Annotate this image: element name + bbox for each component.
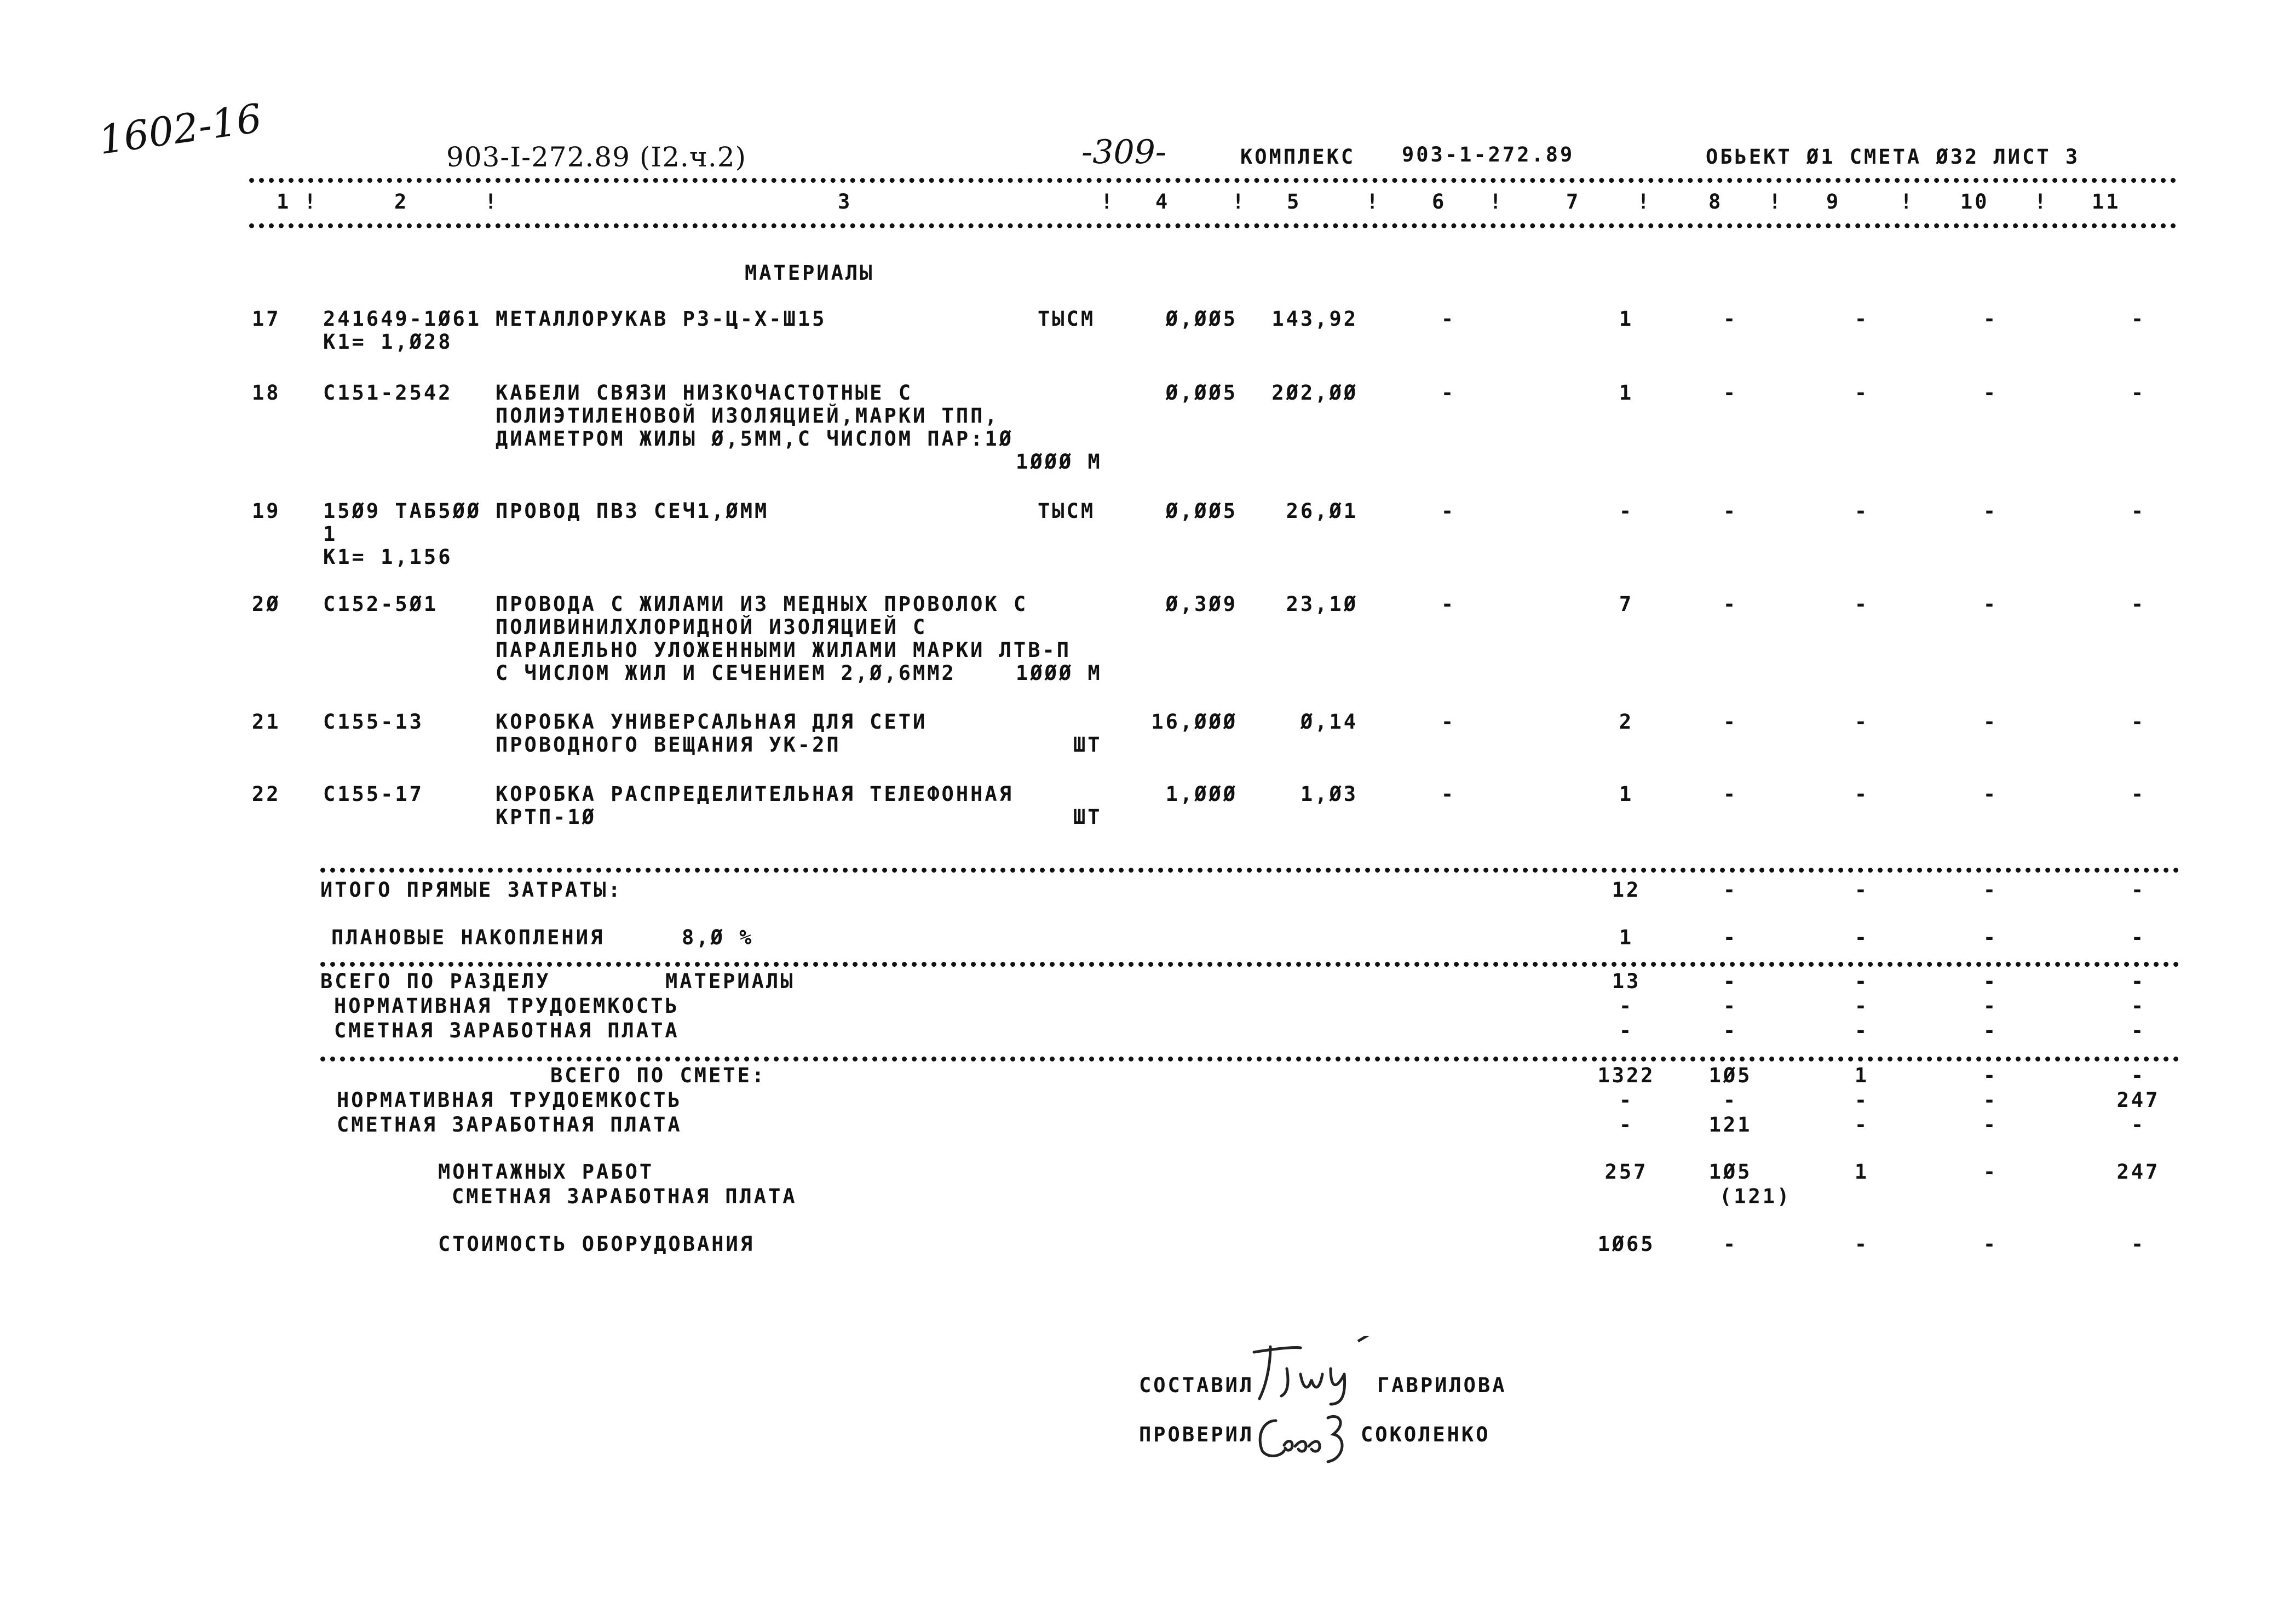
checked-signature: [1251, 1407, 1361, 1467]
row-number: 22: [252, 782, 281, 806]
total-direct-col-9: -: [1854, 878, 1869, 902]
section-total-label: ВСЕГО ПО РАЗДЕЛУ: [320, 970, 551, 993]
row-col-6: -: [1441, 381, 1456, 405]
column-separator: !: [485, 190, 499, 214]
row-number: 17: [252, 307, 281, 331]
column-number-9: 9: [1826, 190, 1841, 214]
column-separator: !: [1637, 190, 1652, 214]
object-info: ОБЬЕКТ Ø1 СМЕТА Ø32 ЛИСТ 3: [1706, 145, 2080, 169]
row-description: КАБЕЛИ СВЯЗИ НИЗКОЧАСТОТНЫЕ С: [496, 381, 913, 405]
estimate-labor-label: НОРМАТИВНАЯ ТРУДОЕМКОСТЬ: [337, 1088, 682, 1112]
column-separator: !: [1769, 190, 1783, 214]
row-col-6: -: [1441, 592, 1456, 616]
total-equipment-col-7: 1Ø65: [1597, 1232, 1655, 1256]
total-est-labor-col-9: -: [1854, 1088, 1869, 1112]
total-est-wage-col-9: -: [1854, 1113, 1869, 1136]
row-quantity: Ø,3Ø9: [1165, 592, 1238, 616]
column-number-6: 6: [1432, 190, 1447, 214]
total-est-labor-col-7: -: [1619, 1088, 1634, 1112]
row-quantity: 16,ØØØ: [1151, 710, 1238, 734]
row-description: КРТП-1Ø: [496, 805, 596, 829]
row-quantity: Ø,ØØ5: [1165, 381, 1238, 405]
total-install-col-10: -: [1983, 1160, 1998, 1184]
total-wage-col-7: -: [1619, 1019, 1634, 1042]
row-col-6: -: [1441, 499, 1456, 523]
total-planned-col-8: -: [1723, 926, 1738, 949]
row-unit: 1ØØØ М: [1016, 450, 1102, 474]
total-estimate-col-10: -: [1983, 1064, 1998, 1087]
total-est-wage-col-7: -: [1619, 1113, 1634, 1136]
row-col-11: -: [2131, 499, 2146, 523]
row-code: 241649-1Ø61: [323, 307, 482, 331]
column-separator: !: [1900, 190, 1915, 214]
row-code-extra: K1= 1,Ø28: [323, 330, 453, 354]
row-col-10: -: [1983, 499, 1998, 523]
complex-label: КОМПЛЕКС: [1240, 145, 1356, 169]
installation-wage-value: (121): [1719, 1185, 1792, 1208]
row-price: 26,Ø1: [1286, 499, 1358, 523]
column-separator: !: [1489, 190, 1504, 214]
row-number: 2Ø: [252, 592, 281, 616]
row-col-9: -: [1854, 710, 1869, 734]
row-col-10: -: [1983, 710, 1998, 734]
total-labor-col-7: -: [1619, 994, 1634, 1018]
total-planned-col-10: -: [1983, 926, 1998, 949]
total-equipment-col-9: -: [1854, 1232, 1869, 1256]
total-labor-col-8: -: [1723, 994, 1738, 1018]
compiled-signature: [1248, 1336, 1374, 1407]
row-description: ПОЛИЭТИЛЕНОВОЙ ИЗОЛЯЦИЕЙ,МАРКИ ТПП,: [496, 404, 999, 428]
column-number-4: 4: [1155, 190, 1170, 214]
column-number-8: 8: [1708, 190, 1723, 214]
total-section-col-9: -: [1854, 970, 1869, 993]
row-code: C155-13: [323, 710, 424, 734]
installation-wage-label: СМЕТНАЯ ЗАРАБОТНАЯ ПЛАТА: [452, 1185, 797, 1208]
row-col-7: 2: [1619, 710, 1634, 734]
column-number-7: 7: [1566, 190, 1581, 214]
total-section-col-11: -: [2131, 970, 2146, 993]
row-price: 23,1Ø: [1286, 592, 1358, 616]
total-install-col-8: 1Ø5: [1708, 1160, 1752, 1184]
project-code: 903-I-272.89 (I2.ч.2): [446, 141, 747, 173]
total-planned-col-11: -: [2131, 926, 2146, 949]
compiled-by-label: СОСТАВИЛ: [1139, 1374, 1255, 1397]
equipment-cost-label: СТОИМОСТЬ ОБОРУДОВАНИЯ: [438, 1232, 755, 1256]
total-direct-col-7: 12: [1612, 878, 1641, 902]
totals-rule-1: [320, 868, 2179, 873]
total-equipment-col-11: -: [2131, 1232, 2146, 1256]
column-separator: !: [1101, 190, 1115, 214]
row-description: ПРОВОДНОГО ВЕЩАНИЯ УК-2П: [496, 733, 841, 757]
row-col-10: -: [1983, 381, 1998, 405]
header-rule: [249, 223, 2177, 228]
row-unit: ТЫСМ: [1038, 499, 1096, 523]
row-col-8: -: [1723, 499, 1738, 523]
row-col-6: -: [1441, 307, 1456, 331]
total-section-col-7: 13: [1612, 970, 1641, 993]
archive-mark: 1602-16: [96, 95, 264, 164]
estimate-wage-label: СМЕТНАЯ ЗАРАБОТНАЯ ПЛАТА: [337, 1113, 682, 1136]
column-separator: !: [1366, 190, 1381, 214]
row-number: 19: [252, 499, 281, 523]
row-col-6: -: [1441, 710, 1456, 734]
row-col-8: -: [1723, 710, 1738, 734]
row-col-8: -: [1723, 381, 1738, 405]
row-col-8: -: [1723, 592, 1738, 616]
section-wage-label: СМЕТНАЯ ЗАРАБОТНАЯ ПЛАТА: [334, 1019, 680, 1042]
row-col-7: 1: [1619, 782, 1634, 806]
row-unit: ШТ: [1073, 805, 1102, 829]
total-est-wage-col-10: -: [1983, 1113, 1998, 1136]
total-section-col-8: -: [1723, 970, 1738, 993]
total-estimate-col-8: 1Ø5: [1708, 1064, 1752, 1087]
total-install-col-11: 247: [2116, 1160, 2160, 1184]
totals-rule-3: [320, 1057, 2179, 1061]
row-description: С ЧИСЛОМ ЖИЛ И СЕЧЕНИЕМ 2,Ø,6ММ2: [496, 661, 956, 685]
total-estimate-col-9: 1: [1854, 1064, 1869, 1087]
row-code: C152-5Ø1: [323, 592, 439, 616]
total-est-wage-col-8: 121: [1708, 1113, 1752, 1136]
row-col-8: -: [1723, 307, 1738, 331]
column-number-1: 1: [277, 190, 291, 214]
total-estimate-col-7: 1322: [1597, 1064, 1655, 1087]
total-install-col-9: 1: [1854, 1160, 1869, 1184]
total-est-labor-col-10: -: [1983, 1088, 1998, 1112]
row-code-extra: 1 K1= 1,156: [323, 522, 453, 569]
page-number: -309-: [1081, 133, 1167, 171]
row-col-7: 7: [1619, 592, 1634, 616]
total-est-labor-col-11: 247: [2116, 1088, 2160, 1112]
checked-by-name: СОКОЛЕНКО: [1361, 1423, 1491, 1446]
row-code: C155-17: [323, 782, 424, 806]
section-title: МАТЕРИАЛЫ: [745, 261, 874, 285]
row-col-9: -: [1854, 782, 1869, 806]
row-unit: 1ØØØ М: [1016, 661, 1102, 685]
checked-by-label: ПРОВЕРИЛ: [1139, 1423, 1255, 1446]
planned-savings-pct: 8,Ø %: [682, 926, 754, 949]
row-quantity: Ø,ØØ5: [1165, 307, 1238, 331]
total-planned-col-7: 1: [1619, 926, 1634, 949]
row-description: КОРОБКА РАСПРЕДЕЛИТЕЛЬНАЯ ТЕЛЕФОННАЯ: [496, 782, 1014, 806]
total-wage-col-8: -: [1723, 1019, 1738, 1042]
section-labor-label: НОРМАТИВНАЯ ТРУДОЕМКОСТЬ: [334, 994, 680, 1018]
row-description: ДИАМЕТРОМ ЖИЛЫ Ø,5ММ,С ЧИСЛОМ ПАР:1Ø: [496, 427, 1014, 451]
total-est-wage-col-11: -: [2131, 1113, 2146, 1136]
total-direct-col-8: -: [1723, 878, 1738, 902]
total-equipment-col-8: -: [1723, 1232, 1738, 1256]
row-price: 2Ø2,ØØ: [1271, 381, 1358, 405]
column-separator: !: [304, 190, 319, 214]
row-description: МЕТАЛЛОРУКАВ РЗ-Ц-Х-Ш15: [496, 307, 827, 331]
row-description: ПОЛИВИНИЛХЛОРИДНОЙ ИЗОЛЯЦИЕЙ С: [496, 615, 928, 639]
row-col-7: 1: [1619, 381, 1634, 405]
row-col-10: -: [1983, 782, 1998, 806]
total-labor-col-10: -: [1983, 994, 1998, 1018]
row-col-10: -: [1983, 592, 1998, 616]
direct-costs-label: ИТОГО ПРЯМЫЕ ЗАТРАТЫ:: [320, 878, 623, 902]
total-labor-col-11: -: [2131, 994, 2146, 1018]
total-direct-col-10: -: [1983, 878, 1998, 902]
row-unit: ШТ: [1073, 733, 1102, 757]
column-number-3: 3: [838, 190, 853, 214]
total-wage-col-11: -: [2131, 1019, 2146, 1042]
row-col-9: -: [1854, 592, 1869, 616]
row-col-11: -: [2131, 381, 2146, 405]
section-total-name: МАТЕРИАЛЫ: [665, 970, 795, 993]
row-quantity: Ø,ØØ5: [1165, 499, 1238, 523]
top-rule: [249, 178, 2177, 183]
row-price: 143,92: [1271, 307, 1358, 331]
row-description: КОРОБКА УНИВЕРСАЛЬНАЯ ДЛЯ СЕТИ: [496, 710, 928, 734]
totals-rule-2: [320, 962, 2179, 967]
row-number: 21: [252, 710, 281, 734]
total-section-col-10: -: [1983, 970, 1998, 993]
row-col-11: -: [2131, 782, 2146, 806]
column-number-10: 10: [1960, 190, 1989, 214]
row-col-11: -: [2131, 592, 2146, 616]
row-col-9: -: [1854, 307, 1869, 331]
row-col-11: -: [2131, 307, 2146, 331]
row-quantity: 1,ØØØ: [1165, 782, 1238, 806]
total-wage-col-9: -: [1854, 1019, 1869, 1042]
row-col-9: -: [1854, 381, 1869, 405]
row-col-11: -: [2131, 710, 2146, 734]
total-labor-col-9: -: [1854, 994, 1869, 1018]
total-direct-col-11: -: [2131, 878, 2146, 902]
row-unit: ТЫСМ: [1038, 307, 1096, 331]
total-planned-col-9: -: [1854, 926, 1869, 949]
row-price: Ø,14: [1300, 710, 1358, 734]
row-code: 15Ø9 ТАБ5ØØ: [323, 499, 482, 523]
total-est-labor-col-8: -: [1723, 1088, 1738, 1112]
total-install-col-7: 257: [1604, 1160, 1648, 1184]
complex-code: 903-1-272.89: [1402, 143, 1575, 166]
planned-savings-label: ПЛАНОВЫЕ НАКОПЛЕНИЯ: [331, 926, 605, 949]
row-description: ПАРАЛЕЛЬНО УЛОЖЕННЫМИ ЖИЛАМИ МАРКИ ЛТВ-П: [496, 638, 1072, 662]
estimate-total-label: ВСЕГО ПО СМЕТЕ:: [550, 1064, 767, 1087]
row-col-9: -: [1854, 499, 1869, 523]
column-separator: !: [2034, 190, 2049, 214]
row-price: 1,Ø3: [1300, 782, 1358, 806]
total-equipment-col-10: -: [1983, 1232, 1998, 1256]
row-col-6: -: [1441, 782, 1456, 806]
row-col-8: -: [1723, 782, 1738, 806]
column-separator: !: [1232, 190, 1247, 214]
row-description: ПРОВОДА С ЖИЛАМИ ИЗ МЕДНЫХ ПРОВОЛОК С: [496, 592, 1028, 616]
total-estimate-col-11: -: [2131, 1064, 2146, 1087]
column-number-11: 11: [2092, 190, 2121, 214]
installation-label: МОНТАЖНЫХ РАБОТ: [438, 1160, 654, 1184]
row-code: C151-2542: [323, 381, 453, 405]
row-col-10: -: [1983, 307, 1998, 331]
row-col-7: -: [1619, 499, 1634, 523]
column-number-5: 5: [1287, 190, 1302, 214]
row-col-7: 1: [1619, 307, 1634, 331]
row-description: ПРОВОД ПВЗ СЕЧ1,ØММ: [496, 499, 769, 523]
compiled-by-name: ГАВРИЛОВА: [1377, 1374, 1507, 1397]
row-number: 18: [252, 381, 281, 405]
total-wage-col-10: -: [1983, 1019, 1998, 1042]
column-number-2: 2: [394, 190, 409, 214]
